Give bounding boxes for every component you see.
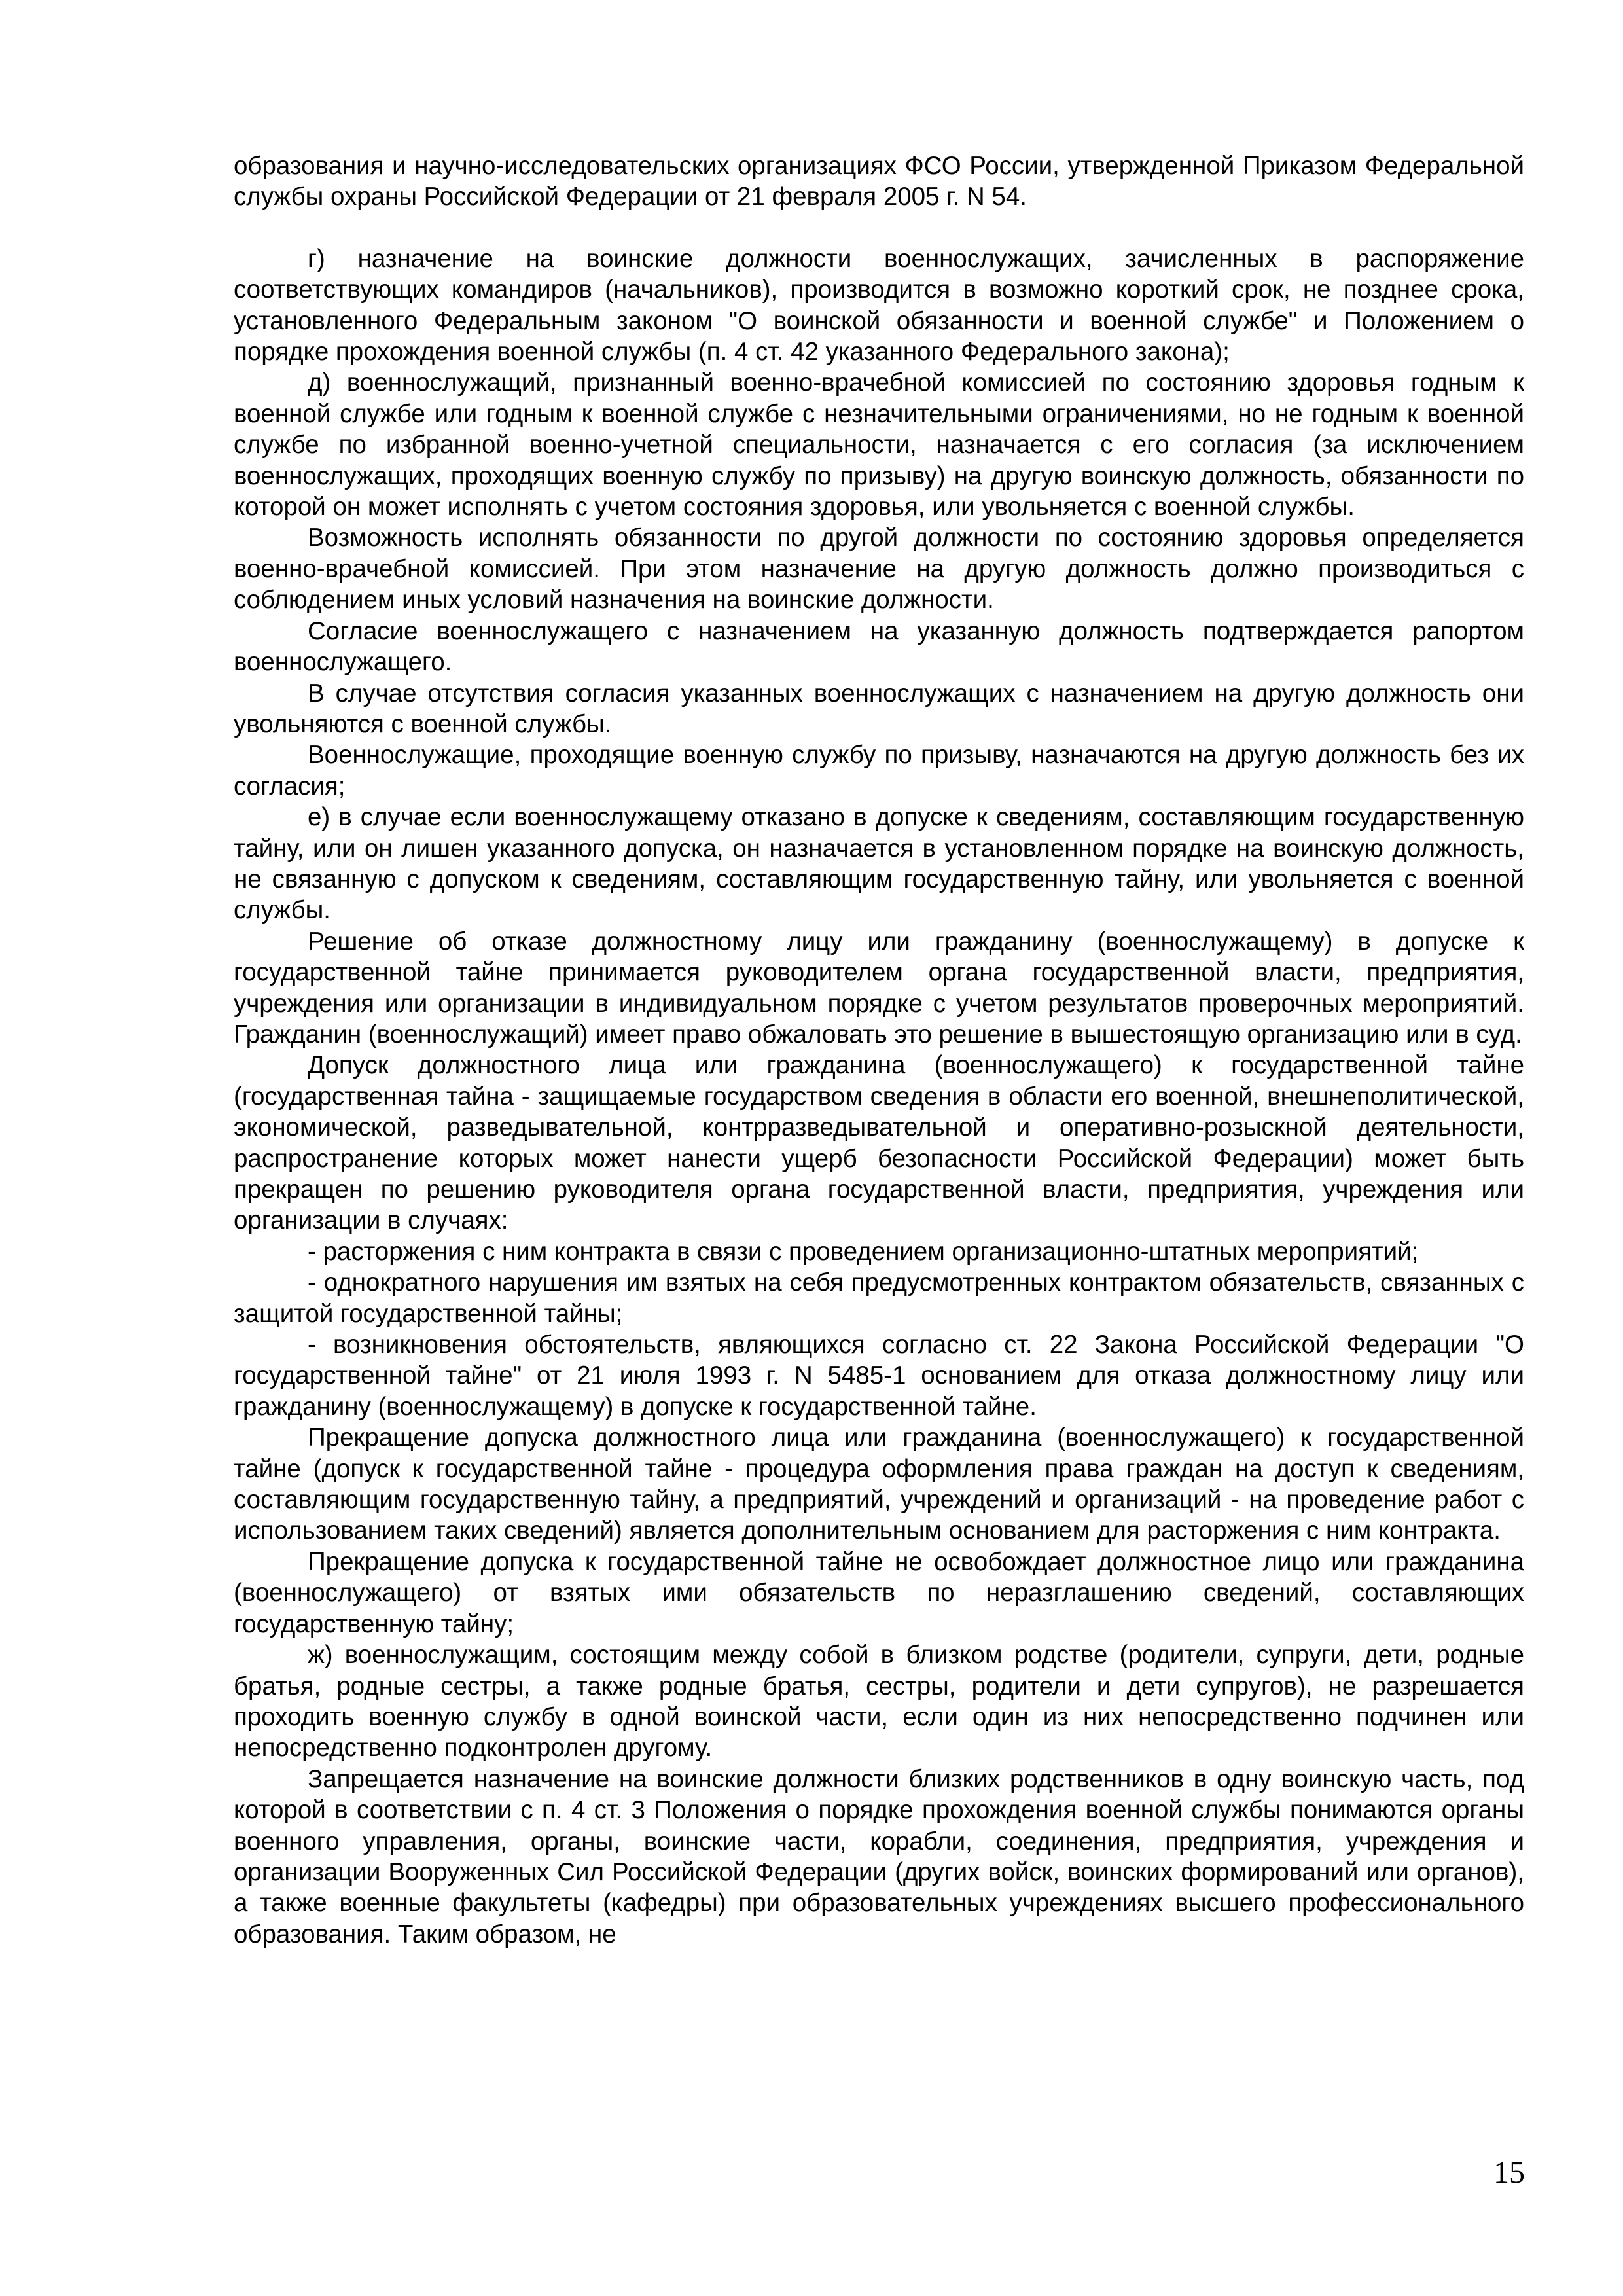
paragraph-continuation: образования и научно-исследовательских организациях ФСО России, утвержденной Приказом Федеральной службы охраны Российской Федерации от 21 февраля 2005 г. N 54. [234, 152, 1524, 211]
paragraph: Запрещается назначение на воинские должности близких родственников в одну воинскую часть, под которой в соответствии с п. 4 ст. 3 Положения о порядке прохождения военной службы понимаются органы военного управления, органы, воинские части, корабли, соединения, предприятия, учреждения и организации Вооруженных Сил Российской Федерации (других войск, воинских формирований или органов), а также военные факультеты (кафедры) при образовательных учреждениях высшего профессионального образования. Таким образом, не [234, 1765, 1524, 1948]
paragraph-item-e: е) в случае если военнослужащему отказано в допуске к сведениям, составляющим государственную тайну, или он лишен указанного допуска, он назначается в установленном порядке на воинскую должность, не связанную с допуском к сведениям, составляющим государственную тайну, или увольняется с военной службы. [234, 803, 1524, 925]
paragraph: Решение об отказе должностному лицу или гражданину (военнослужащему) в допуске к государственной тайне принимается руководителем органа государственной власти, предприятия, учреждения или организации в индивидуальном порядке с учетом результатов проверочных мероприятий. Гражданин (военнослужащий) имеет право обжаловать это решение в вышестоящую организацию или в суд. [234, 927, 1524, 1049]
paragraph-item-d: д) военнослужащий, признанный военно-врачебной комиссией по состоянию здоровья годным к военной службе или годным к военной службе с незначительными ограничениями, но не годным к военной службе по избранной военно-учетной специальности, назначается с его согласия (за исключением военнослужащих, проходящих военную службу по призыву) на другую воинскую должность, обязанности по которой он может исполнять с учетом состояния здоровья, или увольняется с военной службы. [234, 368, 1524, 522]
paragraph-item-g: г) назначение на воинские должности военнослужащих, зачисленных в распоряжение соответствующих командиров (начальников), производится в возможно короткий срок, не позднее срока, установленного Федеральным законом "О воинской обязанности и военной службе" и Положением о порядке прохождения военной службы (п. 4 ст. 42 указанного Федерального закона); [234, 244, 1524, 367]
list-item: - возникновения обстоятельств, являющихся согласно ст. 22 Закона Российской Федерации "О государственной тайне" от 21 июля 1993 г. N 5485-1 основанием для отказа должностному лицу или гражданину (военнослужащему) в допуске к государственной тайне. [234, 1331, 1524, 1421]
paragraph: Прекращение допуска к государственной тайне не освобождает должностное лицо или гражданина (военнослужащего) от взятых ими обязательств по неразглашению сведений, составляющих государственную тайну; [234, 1547, 1524, 1638]
paragraph: Допуск должностного лица или гражданина (военнослужащего) к государственной тайне (государственная тайна - защищаемые государством сведения в области его военной, внешнеполитической, экономической, разведывательной, контрразведывательной и оперативно-розыскной деятельности, распространение которых может нанести ущерб безопасности Российской Федерации) может быть прекращен по решению руководителя органа государственной власти, предприятия, учреждения или организации в случаях: [234, 1051, 1524, 1235]
paragraph: В случае отсутствия согласия указанных военнослужащих с назначением на другую должность они увольняются с военной службы. [234, 679, 1524, 738]
paragraph: Прекращение допуска должностного лица или гражданина (военнослужащего) к государственной тайне (допуск к государственной тайне - процедура оформления права граждан на доступ к сведениям, составляющим государственную тайну, а предприятий, учреждений и организаций - на проведение работ с использованием таких сведений) является дополнительным основанием для расторжения с ним контракта. [234, 1424, 1524, 1545]
paragraph: Военнослужащие, проходящие военную службу по призыву, назначаются на другую должность без их согласия; [234, 741, 1524, 800]
paragraph: Согласие военнослужащего с назначением на указанную должность подтверждается рапортом военнослужащего. [234, 617, 1524, 677]
paragraph: Возможность исполнять обязанности по другой должности по состоянию здоровья определяется военно-врачебной комиссией. При этом назначение на другую должность должно производиться с соблюдением иных условий назначения на воинские должности. [234, 524, 1524, 615]
list-item: - расторжения с ним контракта в связи с проведением организационно-штатных мероприятий; [308, 1237, 1419, 1266]
list-item: - однократного нарушения им взятых на себя предусмотренных контрактом обязательств, связанных с защитой государственной тайны; [234, 1268, 1524, 1328]
page-number: 15 [1493, 2155, 1525, 2190]
document-body [234, 151, 1524, 1950]
paragraph-item-zh: ж) военнослужащим, состоящим между собой в близком родстве (родители, супруги, дети, родные братья, родные сестры, а также родные братья, сестры, родители и дети супругов), не разрешается проходить военную службу в одной воинской части, если один из них непосредственно подчинен или непосредственно подконтролен другому. [234, 1641, 1524, 1763]
